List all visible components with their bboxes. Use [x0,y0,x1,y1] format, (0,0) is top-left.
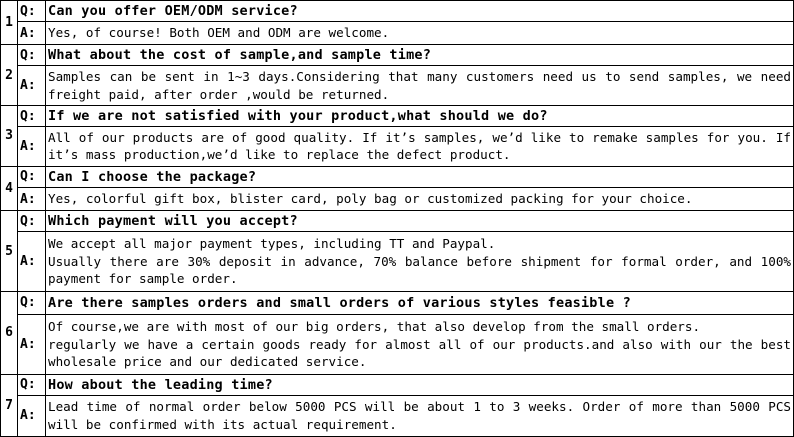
faq-number: 3 [1,106,18,167]
answer-line: Usually there are 30% deposit in advance, 70% balance before shipment for formal order, and 100% payment for sample order. [48,253,791,287]
faq-answer-row [1,127,794,167]
answer-text [46,66,794,106]
answer-text [46,315,794,375]
answer-text [46,22,794,45]
answer-text [46,127,794,167]
answer-line: Lead time of normal order below 5000 PCS will be about 1 to 3 weeks. Order of more than 5000 PCS will be confirmed with its actual requirement. [48,399,791,432]
faq-answer-row [1,395,794,436]
faq-question-row [1,211,794,232]
faq-question-row [1,45,794,66]
answer-line: All of our products are of good quality. If it’s samples, we’d like to remake samples for you. If it’s mass production,we’d like to replace the defect product. [48,129,791,163]
question-text: Which payment will you accept? [46,211,794,232]
question-text: Are there samples orders and small orders of various styles feasible ? [46,291,794,314]
faq-answer-row [1,187,794,210]
answer-label: A: [18,232,46,292]
answer-line: Samples can be sent in 1~3 days.Considering that many customers need us to send samples, we need freight paid, after order ,would be returned. [48,69,791,102]
question-label: Q: [18,1,46,22]
answer-line: regularly we have a certain goods ready for almost all of our products.and also with our the best wholesale price and our dedicated service. [48,336,791,370]
answer-label: A: [18,66,46,106]
faq-answer-row [1,232,794,292]
question-label: Q: [18,106,46,127]
answer-line: We accept all major payment types, including TT and Paypal. [48,236,496,252]
answer-label: A: [18,315,46,375]
question-text: If we are not satisfied with your product,what should we do? [46,106,794,127]
question-label: Q: [18,166,46,187]
answer-line: Yes, of course! Both OEM and ODM are welcome. [48,25,390,41]
answer-text [46,187,794,210]
answer-label: A: [18,187,46,210]
faq-answer-row [1,315,794,375]
question-text: Can I choose the package? [46,166,794,187]
question-text: What about the cost of sample,and sample time? [46,45,794,66]
answer-text [46,232,794,292]
question-text: How about the leading time? [46,374,794,395]
faq-question-row [1,291,794,314]
question-label: Q: [18,211,46,232]
question-text: Can you offer OEM/ODM service? [46,1,794,22]
faq-answer-row [1,66,794,106]
faq-number: 2 [1,45,18,106]
answer-label: A: [18,22,46,45]
question-label: Q: [18,291,46,314]
answer-text [46,395,794,436]
faq-number: 7 [1,374,18,436]
faq-question-row [1,166,794,187]
faq-number: 5 [1,211,18,292]
faq-number: 4 [1,166,18,210]
faq-answer-row [1,22,794,45]
answer-line: Yes, colorful gift box, blister card, poly bag or customized packing for your choice. [48,191,693,207]
question-label: Q: [18,45,46,66]
faq-number: 6 [1,291,18,374]
answer-label: A: [18,127,46,167]
faq-question-row [1,106,794,127]
faq-question-row [1,1,794,22]
faq-question-row [1,374,794,395]
answer-line: Of course,we are with most of our big orders, that also develop from the small orders. [48,319,701,335]
answer-label: A: [18,395,46,436]
faq-number: 1 [1,1,18,45]
question-label: Q: [18,374,46,395]
